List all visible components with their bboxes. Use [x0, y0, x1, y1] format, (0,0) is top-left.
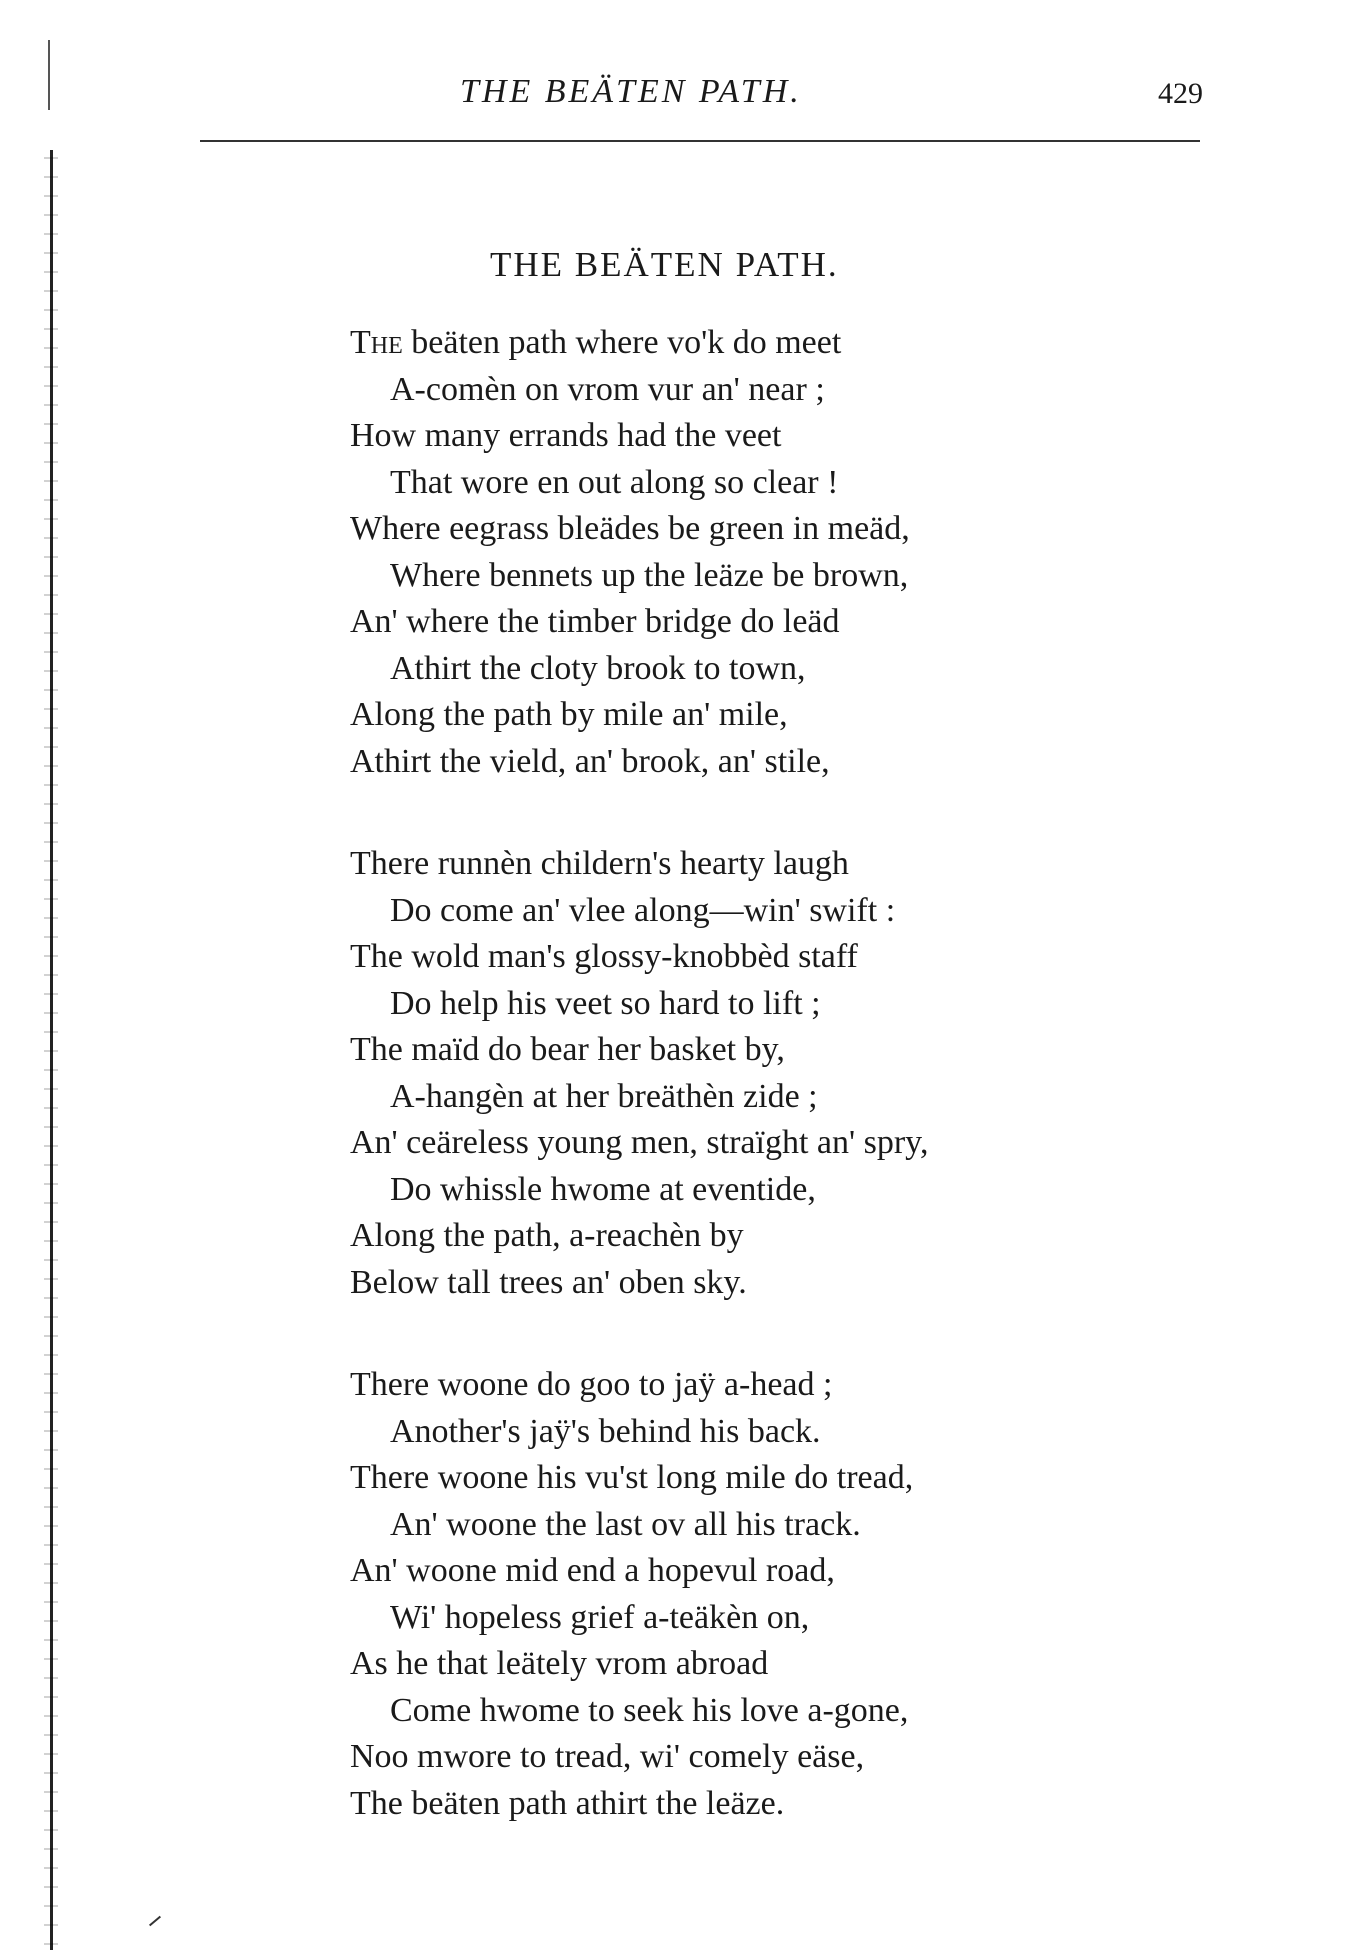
- header-rule: [200, 140, 1200, 142]
- poem-line: Where eegrass bleädes be green in meäd,: [350, 510, 910, 547]
- poem-line: Along the path, a-reachèn by: [350, 1217, 744, 1254]
- poem-body: [350, 320, 1150, 1883]
- gutter-speckle: [44, 150, 58, 1950]
- poem-title: THE BEÄTEN PATH.: [490, 245, 839, 284]
- running-title: THE BEÄTEN PATH.: [460, 73, 802, 110]
- poem-line: Another's jaÿ's behind his back.: [390, 1412, 821, 1450]
- poem-line: Along the path by mile an' mile,: [350, 696, 788, 733]
- poem-line: Noo mwore to tread, wi' comely eäse,: [350, 1738, 865, 1775]
- poem-line: Do whissle hwome at eventide,: [390, 1170, 816, 1208]
- poem-line: As he that leätely vrom abroad: [350, 1645, 769, 1682]
- poem-line: An' woone mid end a hopevul road,: [350, 1552, 835, 1589]
- poem-line: Below tall trees an' oben sky.: [350, 1263, 747, 1301]
- stanza-2: [350, 841, 1150, 1306]
- poem-line: There runnèn childern's hearty laugh: [350, 845, 849, 882]
- stanza-3: [350, 1362, 1150, 1827]
- poem-line: Athirt the vield, an' brook, an' stile,: [350, 742, 830, 780]
- poem-line: That wore en out along so clear !: [390, 463, 839, 501]
- poem-line: The maïd do bear her basket by,: [350, 1031, 785, 1068]
- poem-line: An' ceäreless young men, straïght an' spry,: [350, 1124, 929, 1161]
- poem-line: The beäten path athirt the leäze.: [350, 1784, 785, 1822]
- poem-line: Athirt the cloty brook to town,: [390, 649, 806, 687]
- poem-line: There woone do goo to jaÿ a-head ;: [350, 1366, 833, 1403]
- page-number: 429: [1158, 77, 1203, 110]
- poem-line: A-hangèn at her breäthèn zide ;: [390, 1077, 818, 1115]
- stray-pencil-mark: [149, 1916, 161, 1927]
- poem-line: Do help his veet so hard to lift ;: [390, 984, 821, 1022]
- poem-line: Do come an' vlee along—win' swift :: [390, 891, 896, 929]
- running-head: [200, 73, 1203, 123]
- poem-line: How many errands had the veet: [350, 417, 782, 454]
- poem-line: A-comèn on vrom vur an' near ;: [390, 370, 825, 408]
- poem-line: The wold man's glossy-knobbèd staff: [350, 938, 858, 975]
- poem-line: Where bennets up the leäze be brown,: [390, 556, 909, 594]
- binding-gutter: [44, 40, 58, 1957]
- stanza-1: [350, 320, 1150, 785]
- poem-line: The beäten path where vo'k do meet: [350, 324, 842, 361]
- poem-line: Wi' hopeless grief a-teäkèn on,: [390, 1598, 810, 1636]
- poem-line: Come hwome to seek his love a-gone,: [390, 1691, 909, 1729]
- poem-line: There woone his vu'st long mile do tread,: [350, 1459, 914, 1496]
- gutter-top-mark: [48, 40, 50, 110]
- poem-line: An' woone the last ov all his track.: [390, 1505, 861, 1543]
- first-word: The: [350, 324, 403, 361]
- poem-line: An' where the timber bridge do leäd: [350, 603, 840, 640]
